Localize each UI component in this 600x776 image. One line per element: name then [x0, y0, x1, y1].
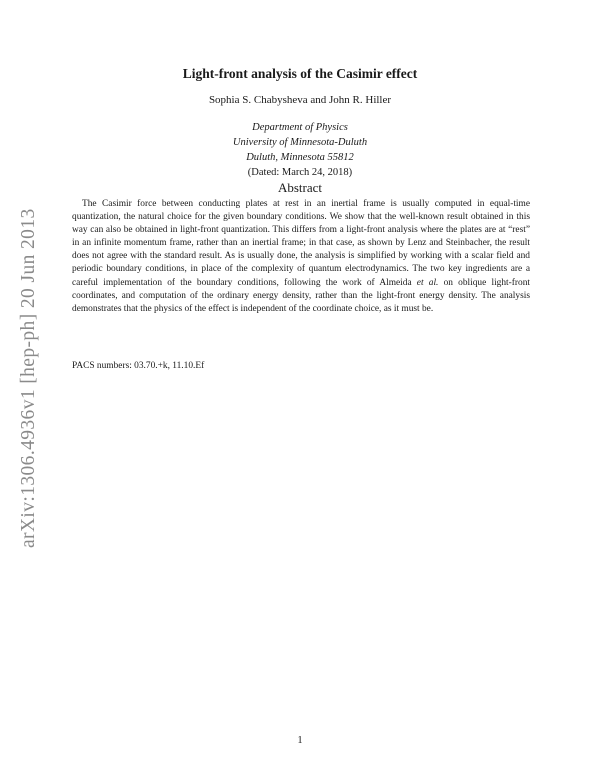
- dated-line: (Dated: March 24, 2018): [247, 167, 353, 178]
- abstract-text-part1: The Casimir force between conducting plates at rest in an inertial frame is usually computed in equal-time quantization, the natural choice for the given boundary conditions. We show that the well-known result obtained in this way can also be obtained in light-front quantization. This differs from a light-front analysis where the plates are at “rest” in an infinite momentum frame, rather than an inertial frame; in that case, as shown by Lenz and Steinbacher, the result does not agree with the standard result. As is usually done, the analysis is simplified by working with a scalar field and periodic boundary conditions, in place of the complexity of quantum electrodynamics. The two key ingredients are a careful implementation of the boundary conditions, following the work of Almeida: [72, 199, 530, 288]
- paper-title: Light-front analysis of the Casimir effect: [182, 66, 418, 81]
- abstract-body: [72, 198, 530, 316]
- abstract-text-part2: on oblique light-front coordinates, and computation of the ordinary energy density, rather than the light-front energy density. The analysis demonstrates that the physics of the effect is independent of the coordinate choice, as it must be.: [72, 277, 530, 314]
- abstract-et-al: et al.: [416, 277, 439, 288]
- affiliation-university: University of Minnesota-Duluth: [232, 137, 368, 148]
- pacs-numbers: PACS numbers: 03.70.+k, 11.10.Ef: [72, 361, 205, 371]
- paper-authors: Sophia S. Chabysheva and John R. Hiller: [208, 94, 392, 106]
- page-number: 1: [297, 735, 303, 746]
- affiliation-city: Duluth, Minnesota 55812: [246, 152, 354, 163]
- affiliation-department: Department of Physics: [252, 122, 348, 133]
- arxiv-identifier-stamp: [14, 188, 44, 548]
- abstract-heading: Abstract: [277, 180, 323, 195]
- affiliation-block: [0, 120, 600, 180]
- arxiv-identifier-text: arXiv:1306.4936v1 [hep-ph] 20 Jun 2013: [18, 208, 39, 548]
